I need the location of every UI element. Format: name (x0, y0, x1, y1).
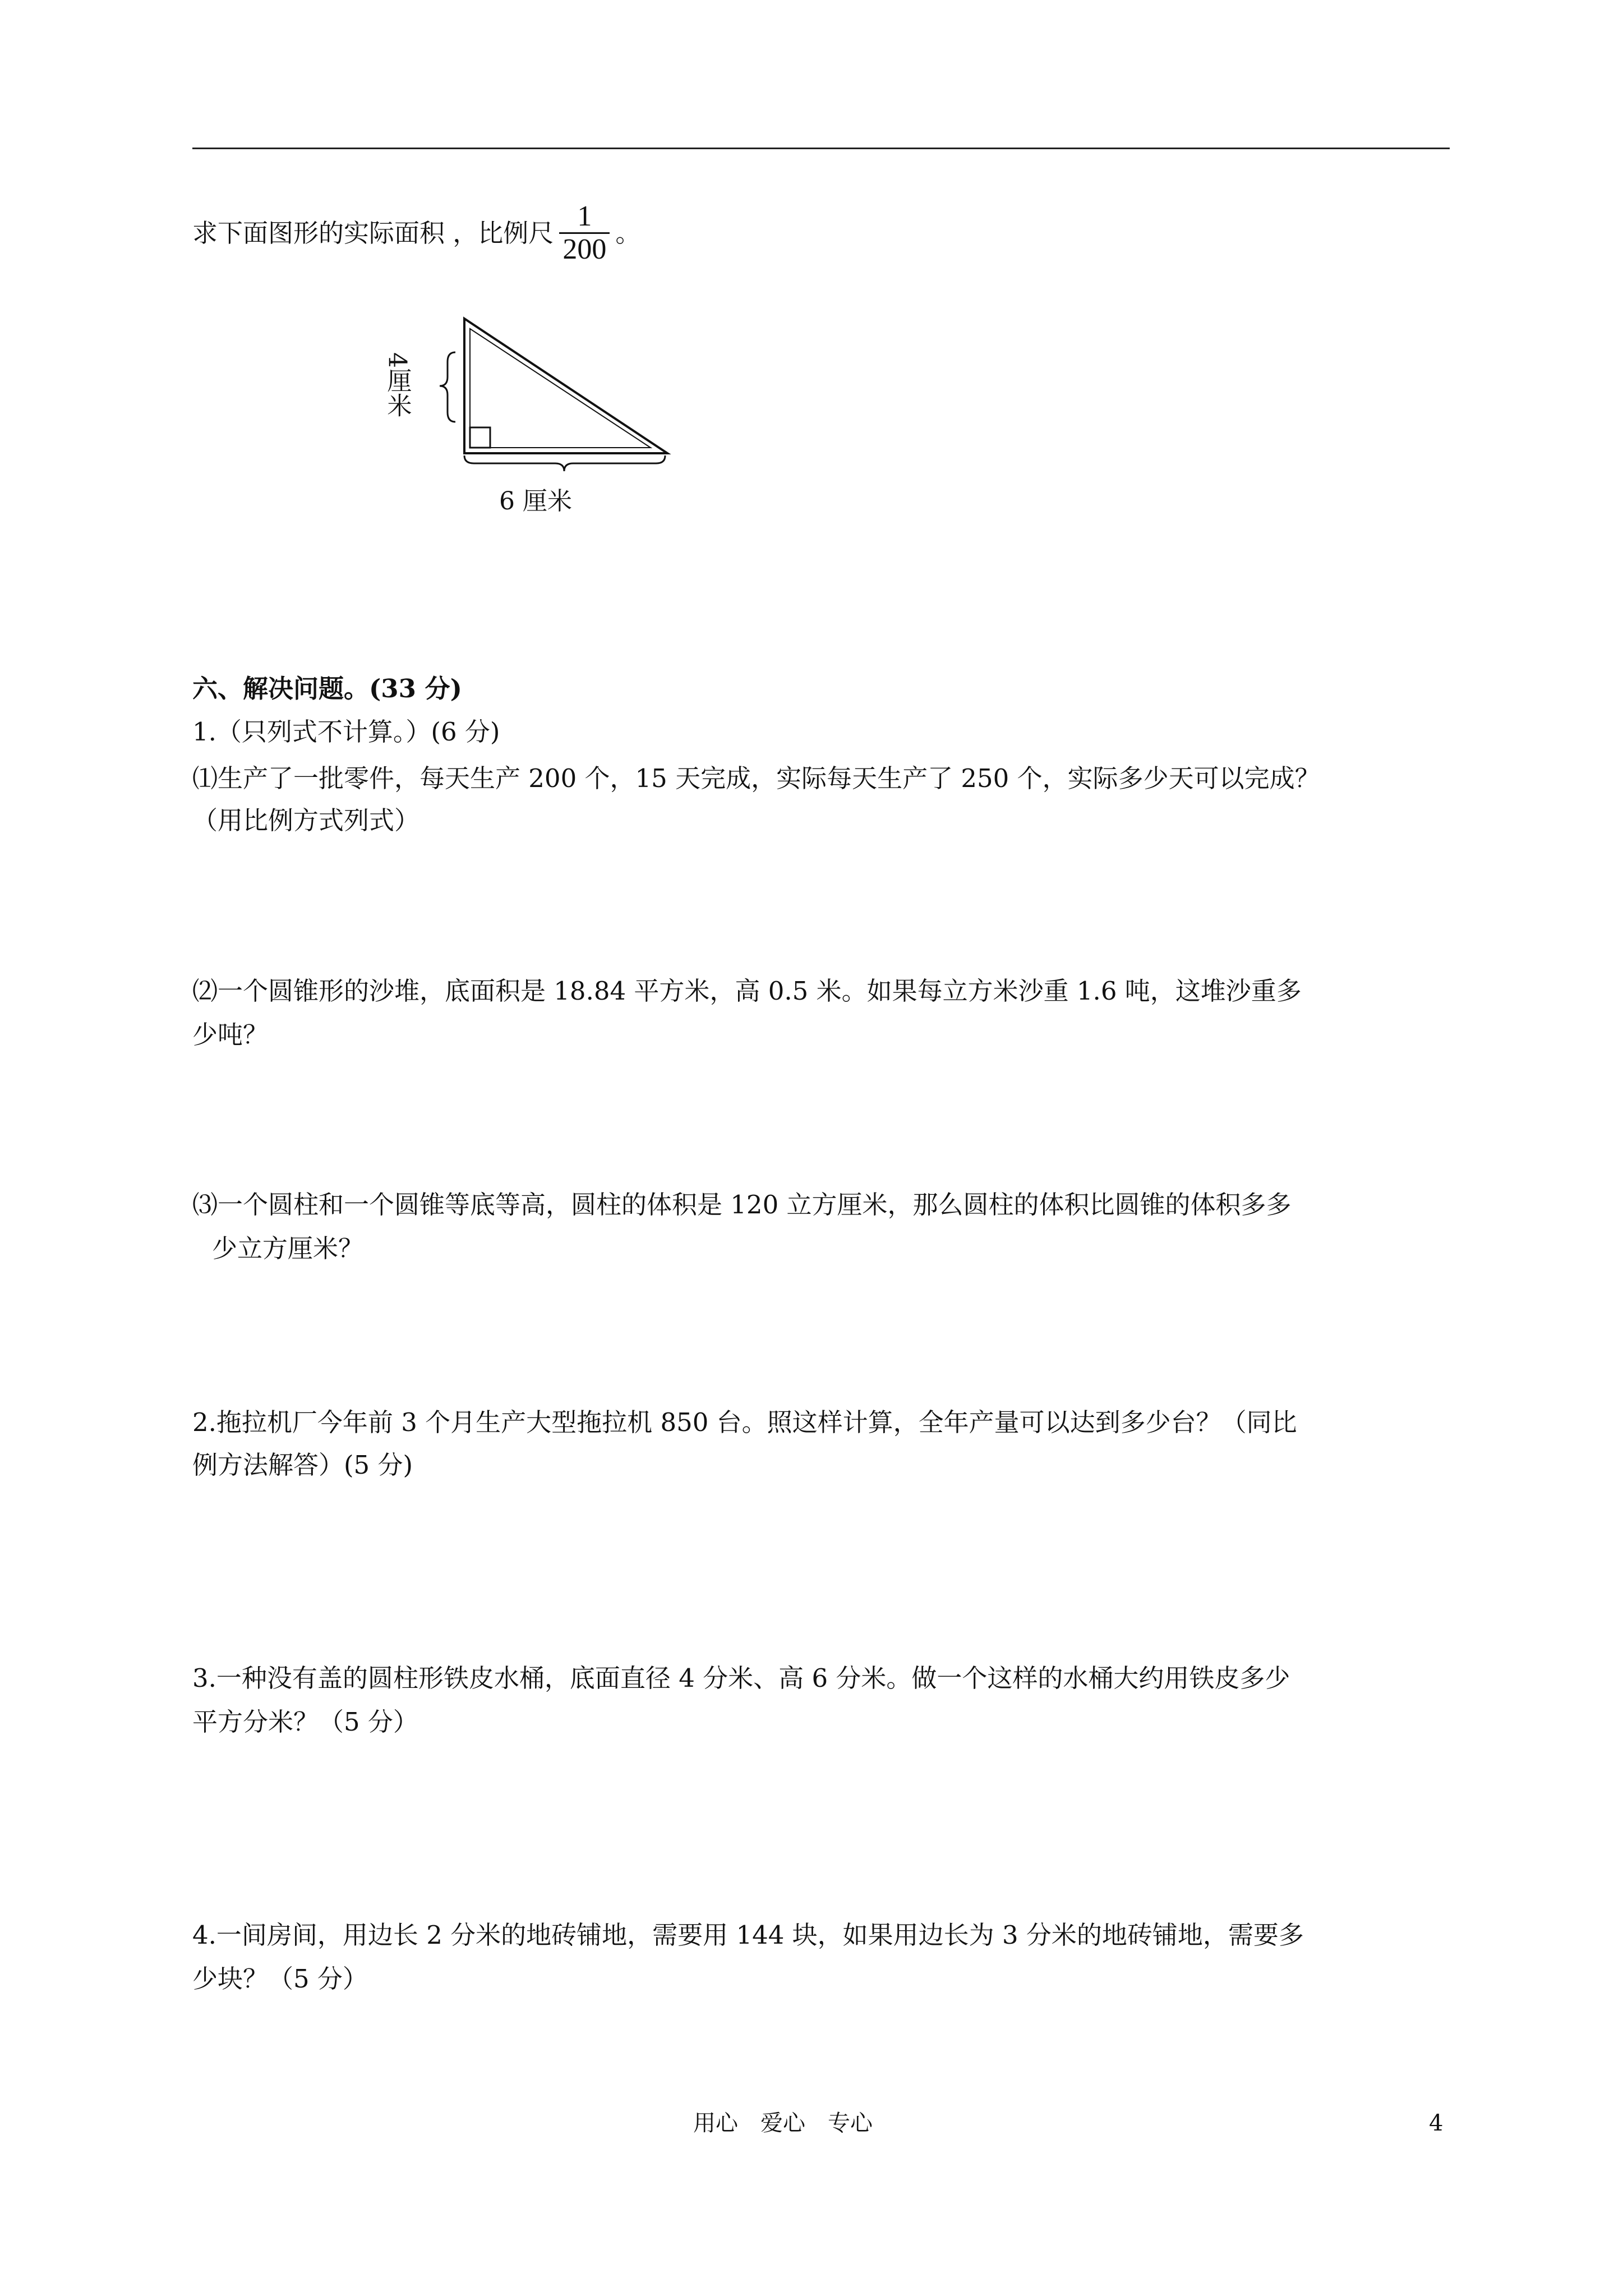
q3-line2: 平方分米？（5 分） (192, 1707, 418, 1737)
q1-part3-line1: ⑶一个圆柱和一个圆锥等底等高，圆柱的体积是 120 立方厘米，那么圆柱的体积比圆锥的体积多多 (192, 1190, 1292, 1220)
q1-part1-line1: ⑴生产了一批零件，每天生产 200 个，15 天完成，实际每天生产了 250 个，实际多少天可以完成？ (192, 763, 1320, 793)
q1-part3-line2: 少立方厘米？ (212, 1234, 364, 1263)
q4-line1: 4.一间房间，用边长 2 分米的地砖铺地，需要用 144 块，如果用边长为 3 分米的地砖铺地，需要多 (192, 1920, 1304, 1950)
right-triangle (464, 319, 667, 453)
section-title: 六、解决问题。(33 分) (192, 674, 462, 703)
triangle-inner-edge (470, 329, 651, 448)
height-brace (440, 352, 455, 422)
q2-line1: 2.拖拉机厂今年前 3 个月生产大型拖拉机 850 台。照这样计算，全年产量可以达到多少台？（同比 (192, 1407, 1297, 1437)
q2-line2: 例方法解答）(5 分) (192, 1450, 413, 1480)
base-brace (464, 455, 665, 471)
base-label: 6 厘米 (499, 487, 572, 516)
fraction-denominator: 200 (562, 233, 607, 265)
q1-part2-line2: 少吨？ (192, 1020, 269, 1050)
height-label: 4厘米 (382, 352, 412, 417)
instruction-end: 。 (615, 218, 641, 248)
instruction-text: 求下面图形的实际面积 ，比例尺 (192, 218, 554, 248)
q3-line1: 3.一种没有盖的圆柱形铁皮水桶，底面直径 4 分米、高 6 分米。做一个这样的水桶大约用铁皮多少 (192, 1663, 1290, 1693)
q1-part2-line1: ⑵一个圆锥形的沙堆，底面积是 18.84 平方米，高 0.5 米。如果每立方米沙重 1.6 吨，这堆沙重多 (192, 976, 1302, 1006)
q1-header: 1.（只列式不计算。）(6 分) (192, 717, 500, 747)
page-number: 4 (1429, 2110, 1444, 2136)
footer-slogan: 用心 爱心 专心 (693, 2110, 873, 2136)
fraction-numerator: 1 (577, 200, 592, 232)
q4-line2: 少块？（5 分） (192, 1964, 368, 1994)
right-angle-mark (470, 427, 490, 448)
q1-part1-line2: （用比例方式列式） (192, 806, 420, 835)
